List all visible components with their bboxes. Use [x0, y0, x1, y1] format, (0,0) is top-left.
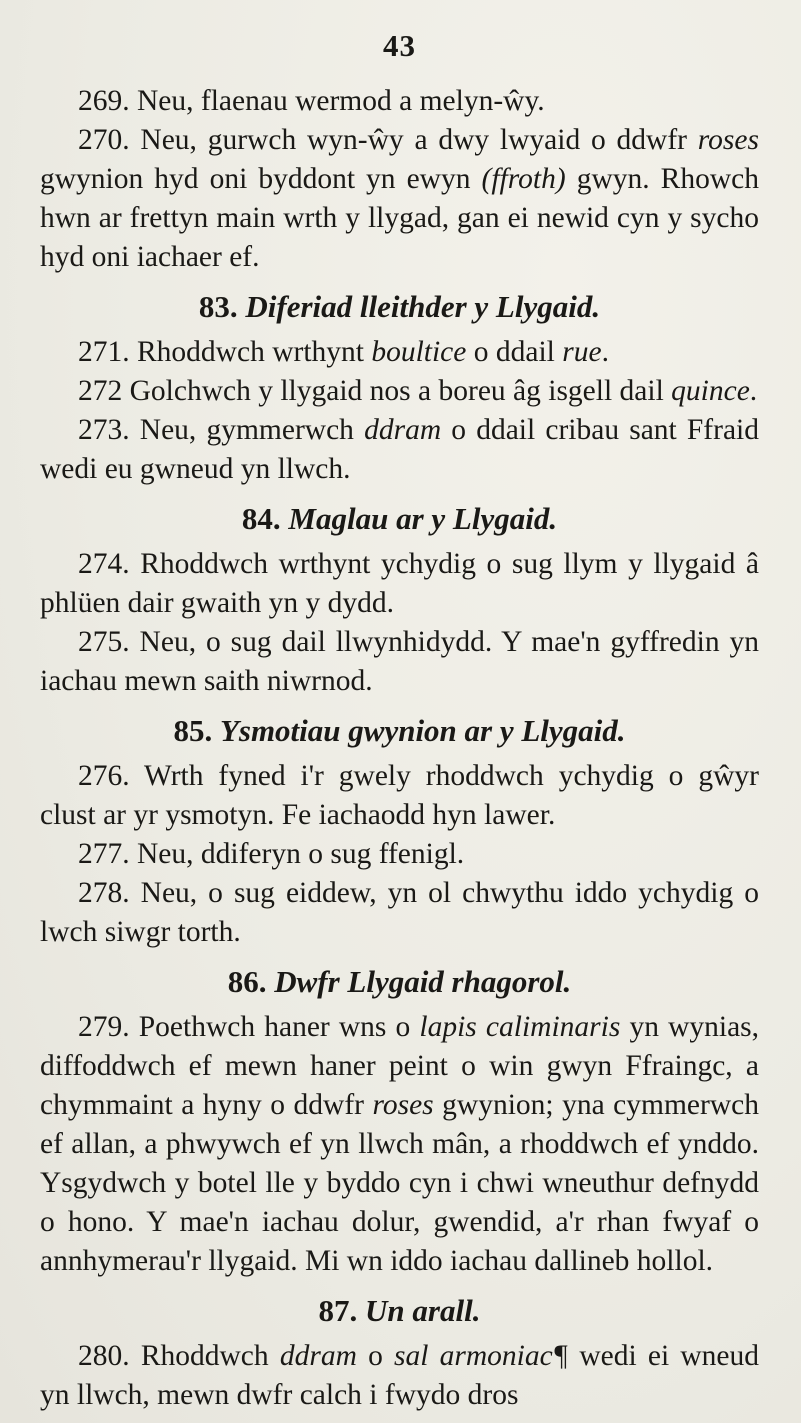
entry-text: 275. Neu, o sug dail llwynhidydd. Y mae'n gyffredin yn iachau mewn saith niwrnod. [40, 626, 759, 697]
entry-text: . [601, 336, 609, 368]
entry-text: 273. Neu, gymmerwch [78, 414, 365, 446]
section-title: Maglau ar y Llygaid. [288, 501, 558, 536]
section-number: 87. [318, 1293, 358, 1328]
entry-text: 278. Neu, o sug eiddew, yn ol chwythu iddo ychydig o lwch siwgr torth. [40, 877, 759, 948]
entry-text: 279. Poethwch haner wns o [78, 1011, 420, 1043]
italic-term: boultice [371, 336, 467, 368]
entry-text: 269. Neu, flaenau wermod a melyn-ŵy. [78, 85, 545, 117]
entry-text: gwynion hyd oni byddont yn ewyn [40, 163, 482, 195]
section-heading-83 [40, 287, 759, 327]
entry-text: gwynion; yna cymmerwch ef allan, a phwywch ef yn llwch mân, a rhoddwch ef ynddo. Ysgydwch y botel lle y byddo cyn i chwi wneuthur defnydd o hono. Y mae'n iachau dolur, gwendid, a'r rhan fwyaf o annhymerau'r llygaid. Mi wn iddo iachau dallineb hollol. [40, 1089, 759, 1277]
section-title: Ysmotiau gwynion ar y Llygaid. [219, 713, 626, 748]
entry-272 [40, 372, 759, 411]
italic-term: lapis caliminaris [419, 1011, 621, 1043]
section-title: Dwfr Llygaid rhagorol. [274, 964, 572, 999]
italic-term: quince [671, 375, 750, 407]
section-heading-85 [40, 711, 759, 751]
entry-text: o [356, 1340, 395, 1372]
entry-text: 271. Rhoddwch wrthynt [78, 336, 372, 368]
section-heading-86 [40, 962, 759, 1002]
section-number: 86. [227, 964, 267, 999]
section-heading-84 [40, 499, 759, 539]
entry-text: o ddail [466, 336, 563, 368]
entry-text: wedi ei wneud yn llwch, mewn dwfr calch i fwydo dros [40, 1340, 760, 1411]
italic-term: (ffroth) [481, 163, 566, 195]
italic-term: ddram [279, 1340, 357, 1372]
entry-269 [40, 82, 759, 121]
page-number: 43 [383, 28, 416, 63]
section-number: 84. [241, 501, 281, 536]
entry-278 [40, 874, 759, 952]
entry-279 [40, 1008, 759, 1281]
entry-274 [40, 545, 759, 623]
section-title: Diferiad lleithder y Llygaid. [245, 289, 601, 324]
entry-text: 280. Rhoddwch [78, 1340, 280, 1372]
entry-text: o ddail cribau sant Ffraid wedi eu gwneud yn llwch. [40, 414, 759, 485]
entry-text: 270. Neu, gurwch wyn-ŵy a dwy lwyaid o ddwfr [78, 124, 698, 156]
entry-275 [40, 623, 759, 701]
italic-term: ddram [364, 414, 442, 446]
entry-text: 274. Rhoddwch wrthynt ychydig o sug llym y llygaid â phlüen dair gwaith yn y dydd. [40, 548, 759, 619]
entry-280 [40, 1337, 759, 1415]
entry-273 [40, 411, 759, 489]
entry-text: . [749, 375, 758, 407]
entry-277 [40, 835, 759, 874]
entry-text: 272 Golchwch y llygaid nos a boreu âg isgell dail [78, 375, 672, 407]
entry-text: 276. Wrth fyned i'r gwely rhoddwch ychydig o gŵyr clust ar yr ysmotyn. Fe iachaodd hyn lawer. [40, 760, 759, 831]
entry-276 [40, 757, 759, 835]
entry-text: yn wynias, diffoddwch ef mewn haner peint o win gwyn Ffraingc, a chymmaint a hyny o ddwfr [40, 1011, 760, 1121]
entry-271 [40, 333, 759, 372]
italic-term: rue [562, 336, 602, 368]
italic-term: sal armoniac¶ [394, 1340, 569, 1372]
entry-text: gwyn. Rhowch hwn ar frettyn main wrth y llygad, gan ei newid cyn y sycho hyd oni iachaer ef. [40, 163, 759, 273]
italic-term: roses [697, 124, 759, 156]
section-number: 83. [198, 289, 238, 324]
entry-text: 277. Neu, ddiferyn o sug ffenigl. [78, 838, 465, 870]
section-heading-87 [40, 1291, 759, 1331]
entry-270 [40, 121, 759, 277]
section-title: Un arall. [365, 1293, 481, 1328]
section-number: 85. [173, 713, 213, 748]
italic-term: roses [372, 1089, 434, 1121]
